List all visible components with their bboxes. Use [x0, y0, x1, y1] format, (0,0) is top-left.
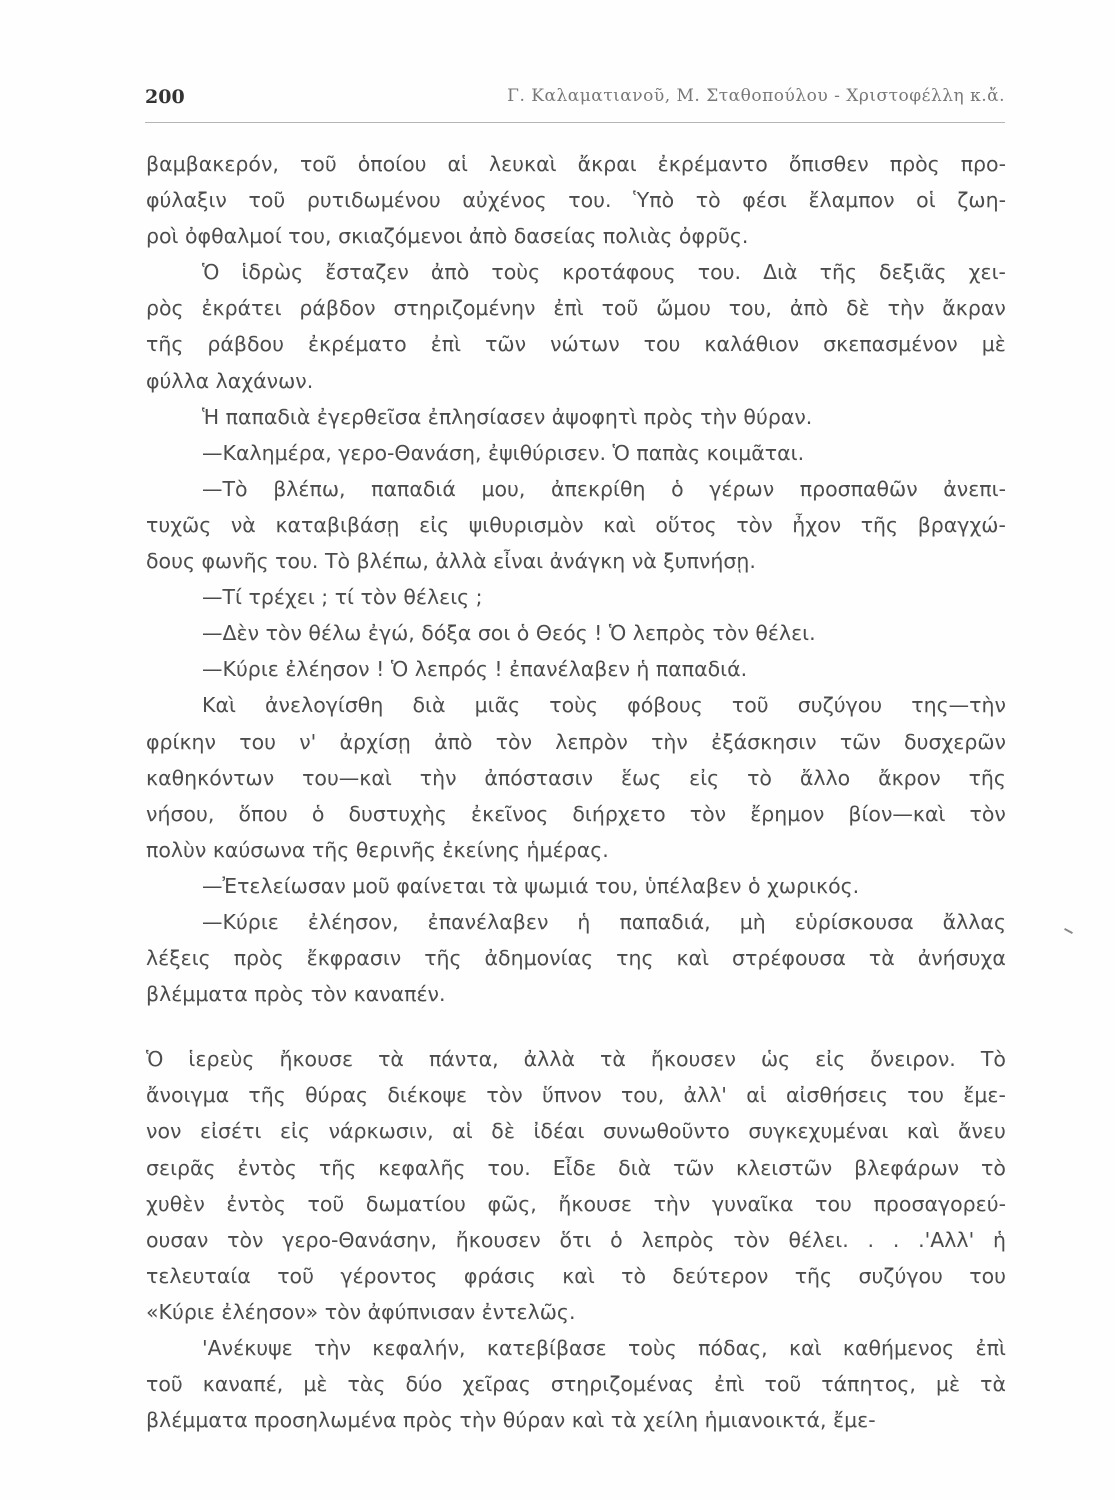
text-line: πολὺν καύσωνα τῆς θερινῆς ἐκείνης ἡμέρας.: [146, 837, 609, 862]
text-line: τοῦ καναπέ, μὲ τὰς δύο χεῖρας στηριζομένας ἐπὶ τοῦ τάπητος, μὲ τὰ: [146, 1372, 1006, 1397]
body-text: [146, 146, 1006, 1438]
text-line: —Ἐτελείωσαν μοῦ φαίνεται τὰ ψωμιά του, ὑπέλαβεν ὁ χωρικός.: [202, 873, 860, 898]
text-line: —Τὸ βλέπω, παπαδιά μου, ἀπεκρίθη ὁ γέρων προσπαθῶν ἀνεπι-: [202, 476, 1006, 501]
text-line: βλέμματα προσηλωμένα πρὸς τὴν θύραν καὶ τὰ χείλη ἡμιανοικτά, ἔμε-: [146, 1408, 876, 1433]
text-line: νήσου, ὅπου ὁ δυστυχὴς ἐκεῖνος διήρχετο τὸν ἔρημον βίον—καὶ τὸν: [146, 801, 1006, 826]
text-line: Ἡ παπαδιὰ ἐγερθεῖσα ἐπλησίασεν ἀψοφητὶ πρὸς τὴν θύραν.: [202, 404, 813, 429]
paragraph-gap: [146, 1012, 1006, 1041]
text-line: φύλλα λαχάνων.: [146, 368, 314, 393]
text-line: δους φωνῆς του. Τὸ βλέπω, ἀλλὰ εἶναι ἀνάγκη νὰ ξυπνήσῃ.: [146, 549, 756, 574]
text-line: ρὸς ἐκράτει ράβδον στηριζομένην ἐπὶ τοῦ ὤμου του, ἀπὸ δὲ τὴν ἄκραν: [146, 296, 1006, 321]
page-number: 200: [145, 86, 185, 108]
text-line: βαμβακερόν, τοῦ ὁποίου αἱ λευκαὶ ἄκραι ἐκρέμαντο ὄπισθεν πρὸς προ-: [146, 152, 1006, 176]
text-line: —Κύριε ἐλέησον, ἐπανέλαβεν ἡ παπαδιά, μὴ εὑρίσκουσα ἄλλας: [202, 909, 1006, 934]
text-line: τυχῶς νὰ καταβιβάσῃ εἰς ψιθυρισμὸν καὶ οὕτος τὸν ἦχον τῆς βραγχώ-: [146, 512, 1006, 537]
text-line: φρίκην του ν' ἀρχίσῃ ἀπὸ τὸν λεπρὸν τὴν ἐξάσκησιν τῶν δυσχερῶν: [146, 729, 1006, 754]
header-rule: [145, 122, 1005, 123]
text-line: 'Ανέκυψε τὴν κεφαλήν, κατεβίβασε τοὺς πόδας, καὶ καθήμενος ἐπὶ: [202, 1336, 1006, 1360]
text-line: ἄνοιγμα τῆς θύρας διέκοψε τὸν ὕπνον του, ἀλλ' αἱ αἰσθήσεις του ἔμε-: [146, 1083, 1006, 1108]
text-line: «Κύριε ἐλέησον» τὸν ἀφύπνισαν ἐντελῶς.: [146, 1299, 576, 1324]
text-line: Ὁ ἱδρὼς ἔσταζεν ἀπὸ τοὺς κροτάφους του. Διὰ τῆς δεξιᾶς χει-: [202, 260, 1006, 285]
text-line: Καὶ ἀνελογίσθη διὰ μιᾶς τοὺς φόβους τοῦ συζύγου της—τὴν: [202, 693, 1006, 718]
text-line: καθηκόντων του—καὶ τὴν ἀπόστασιν ἕως εἰς τὸ ἄλλο ἄκρον τῆς: [146, 765, 1006, 790]
text-line: τελευταία τοῦ γέροντος φράσις καὶ τὸ δεύτερον τῆς συζύγου του: [146, 1263, 1006, 1288]
text-line: —Δὲν τὸν θέλω ἐγώ, δόξα σοι ὁ Θεός ! Ὁ λεπρὸς τὸν θέλει.: [202, 621, 816, 646]
text-line: τῆς ράβδου ἐκρέματο ἐπὶ τῶν νώτων του καλάθιον σκεπασμένον μὲ: [146, 332, 1006, 357]
text-line: —Καλημέρα, γερο-Θανάση, ἐψιθύρισεν. Ὁ παπὰς κοιμᾶται.: [202, 440, 805, 465]
text-line: βλέμματα πρὸς τὸν καναπέν.: [146, 982, 446, 1007]
stray-ink-mark: [1064, 928, 1073, 934]
text-line: λέξεις πρὸς ἔκφρασιν τῆς ἀδημονίας της καὶ στρέφουσα τὰ ἀνήσυχα: [146, 946, 1006, 971]
text-line: σειρᾶς ἐντὸς τῆς κεφαλῆς του. Εἶδε διὰ τῶν κλειστῶν βλεφάρων τὸ: [146, 1155, 1006, 1180]
text-line: —Τί τρέχει ; τί τὸν θέλεις ;: [202, 585, 483, 610]
text-line: ροὶ ὀφθαλμοί του, σκιαζόμενοι ἀπὸ δασείας πολιὰς ὀφρῦς.: [146, 224, 749, 249]
running-head: Γ. Καλαματιανοῦ, Μ. Σταθοπούλου - Χριστοφέλλη κ.ἄ.: [507, 86, 1005, 106]
text-line: —Κύριε ἐλέησον ! Ὁ λεπρός ! ἐπανέλαβεν ἡ παπαδιά.: [202, 657, 748, 682]
text-line: φύλαξιν τοῦ ρυτιδωμένου αὐχένος του. Ὑπὸ τὸ φέσι ἔλαμπον οἱ ζωη-: [146, 188, 1006, 213]
text-line: Ὁ ἱερεὺς ἤκουσε τὰ πάντα, ἀλλὰ τὰ ἤκουσεν ὡς εἰς ὄνειρον. Τὸ: [146, 1047, 1006, 1072]
text-line: νον εἰσέτι εἰς νάρκωσιν, αἱ δὲ ἰδέαι συνωθοῦντο συγκεχυμέναι καὶ ἄνευ: [146, 1119, 1006, 1144]
text-line: χυθὲν ἐντὸς τοῦ δωματίου φῶς, ἤκουσε τὴν γυναῖκα του προσαγορεύ-: [146, 1191, 1006, 1216]
page-header: [145, 86, 1005, 118]
text-line: ουσαν τὸν γερο-Θανάσην, ἤκουσεν ὅτι ὁ λεπρὸς τὸν θέλει. . . .'Αλλ' ἡ: [146, 1227, 1006, 1252]
